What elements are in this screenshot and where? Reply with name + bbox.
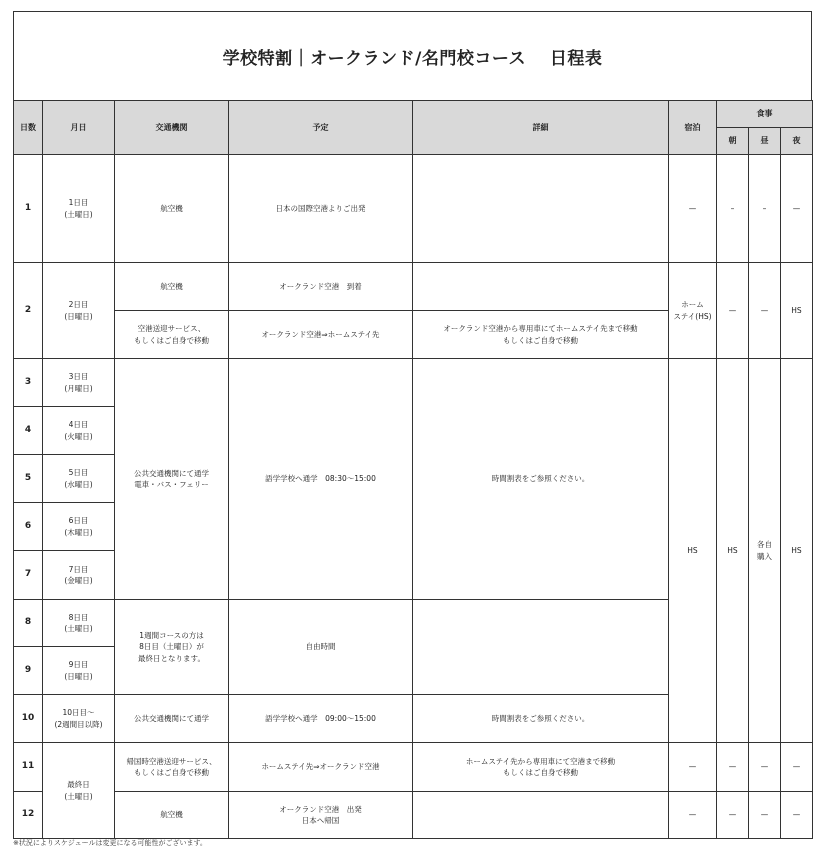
itinerary-table <box>13 100 813 839</box>
date-cell: 1日目 (土曜日) <box>43 155 115 263</box>
day-cell: 6 <box>14 503 43 551</box>
date-cell: 7日目 (金曜日) <box>43 551 115 600</box>
header-date: 月日 <box>43 101 115 155</box>
lunch-cell: — <box>749 792 781 839</box>
dinner-cell: HS <box>781 359 813 743</box>
day-cell: 9 <box>14 647 43 695</box>
breakfast-cell: — <box>717 743 749 792</box>
breakfast-cell: — <box>717 792 749 839</box>
detail-cell <box>413 155 669 263</box>
date-cell: 5日目 (水曜日) <box>43 455 115 503</box>
plan-cell: オークランド空港 出発 日本へ帰国 <box>229 792 413 839</box>
title-box <box>13 11 812 100</box>
detail-cell: 時間割表をご参照ください。 <box>413 695 669 743</box>
breakfast-cell: HS <box>717 359 749 743</box>
plan-cell: 日本の国際空港よりご出発 <box>229 155 413 263</box>
header-meal: 食事 <box>717 101 813 128</box>
dinner-cell: — <box>781 792 813 839</box>
day-cell: 12 <box>14 792 43 839</box>
breakfast-cell: — <box>717 263 749 359</box>
lunch-cell: — <box>749 743 781 792</box>
date-cell: 10日目～ (2週間目以降) <box>43 695 115 743</box>
dinner-cell: — <box>781 743 813 792</box>
day-cell: 10 <box>14 695 43 743</box>
dinner-cell: HS <box>781 263 813 359</box>
stay-cell: — <box>669 743 717 792</box>
header-row <box>14 101 813 128</box>
lunch-cell: — <box>749 263 781 359</box>
header-stay: 宿泊 <box>669 101 717 155</box>
lunch-cell: 各自 購入 <box>749 359 781 743</box>
transport-cell: 空港送迎サービス、 もしくはご自身で移動 <box>115 311 229 359</box>
transport-cell: 1週間コースの方は 8日目（土曜日）が 最終日となります。 <box>115 600 229 695</box>
detail-cell <box>413 792 669 839</box>
date-cell: 最終日 (土曜日) <box>43 743 115 839</box>
day-cell: 1 <box>14 155 43 263</box>
date-cell: 6日目 (木曜日) <box>43 503 115 551</box>
transport-cell: 帰国時空港送迎サービス、 もしくはご自身で移動 <box>115 743 229 792</box>
detail-cell <box>413 600 669 695</box>
transport-cell: 航空機 <box>115 792 229 839</box>
plan-cell: オークランド空港 到着 <box>229 263 413 311</box>
transport-cell: 公共交通機関にて通学 電車・バス・フェリー <box>115 359 229 600</box>
day-cell: 7 <box>14 551 43 600</box>
table-row <box>14 359 813 407</box>
detail-cell: オークランド空港から専用車にてホームステイ先まで移動 もしくはご自身で移動 <box>413 311 669 359</box>
header-lunch: 昼 <box>749 128 781 155</box>
page-title: 学校特割｜オークランド/名門校コース 日程表 <box>222 48 603 69</box>
date-cell: 2日目 (日曜日) <box>43 263 115 359</box>
detail-cell: ホームステイ先から専用車にて空港まで移動 もしくはご自身で移動 <box>413 743 669 792</box>
table-row <box>14 743 813 792</box>
plan-cell: 語学学校へ通学 08:30～15:00 <box>229 359 413 600</box>
lunch-cell: – <box>749 155 781 263</box>
date-cell: 4日目 (火曜日) <box>43 407 115 455</box>
day-cell: 4 <box>14 407 43 455</box>
detail-cell: 時間割表をご参照ください。 <box>413 359 669 600</box>
header-transport: 交通機関 <box>115 101 229 155</box>
header-dinner: 夜 <box>781 128 813 155</box>
day-cell: 5 <box>14 455 43 503</box>
itinerary-sheet <box>13 11 812 839</box>
table-row <box>14 263 813 311</box>
transport-cell: 航空機 <box>115 263 229 311</box>
date-cell: 9日目 (日曜日) <box>43 647 115 695</box>
dinner-cell: — <box>781 155 813 263</box>
plan-cell: 語学学校へ通学 09:00～15:00 <box>229 695 413 743</box>
stay-cell: HS <box>669 359 717 743</box>
transport-cell: 公共交通機関にて通学 <box>115 695 229 743</box>
table-row <box>14 155 813 263</box>
day-cell: 11 <box>14 743 43 792</box>
day-cell: 3 <box>14 359 43 407</box>
transport-cell: 航空機 <box>115 155 229 263</box>
stay-cell: — <box>669 792 717 839</box>
plan-cell: 自由時間 <box>229 600 413 695</box>
day-cell: 8 <box>14 600 43 647</box>
header-plan: 予定 <box>229 101 413 155</box>
header-breakfast: 朝 <box>717 128 749 155</box>
footnote: ※状況によりスケジュールは変更になる可能性がございます。 <box>13 839 207 847</box>
table-row <box>14 792 813 839</box>
header-detail: 詳細 <box>413 101 669 155</box>
stay-cell: ホーム ステイ(HS) <box>669 263 717 359</box>
date-cell: 8日目 (土曜日) <box>43 600 115 647</box>
date-cell: 3日目 (月曜日) <box>43 359 115 407</box>
plan-cell: ホームステイ先⇒オークランド空港 <box>229 743 413 792</box>
detail-cell <box>413 263 669 311</box>
breakfast-cell: – <box>717 155 749 263</box>
day-cell: 2 <box>14 263 43 359</box>
plan-cell: オークランド空港⇒ホームステイ先 <box>229 311 413 359</box>
stay-cell: — <box>669 155 717 263</box>
header-day: 日数 <box>14 101 43 155</box>
